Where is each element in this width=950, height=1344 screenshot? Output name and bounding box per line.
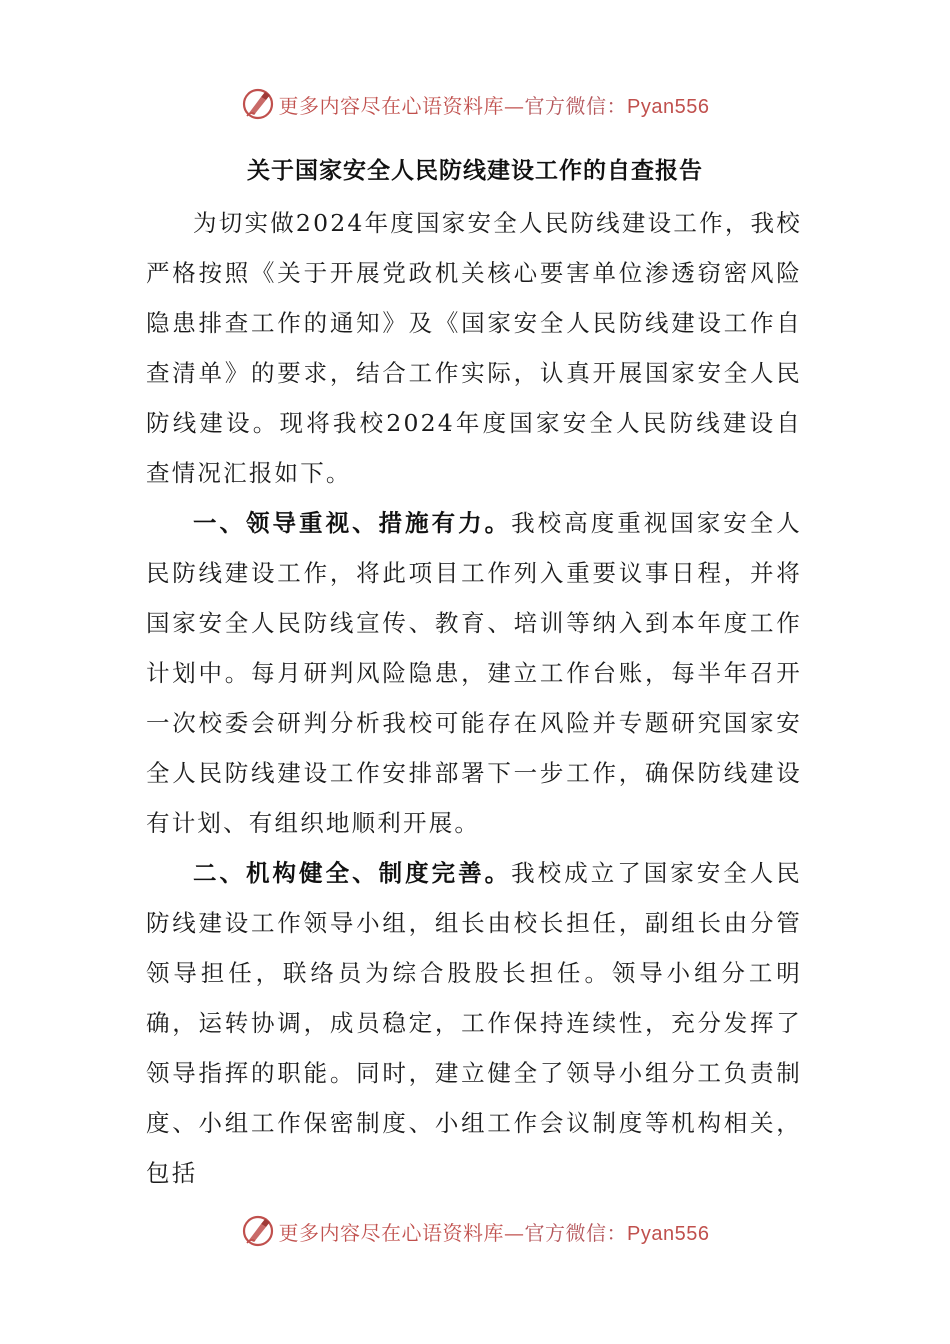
watermark-separator: — <box>504 93 525 118</box>
watermark-contact-label: 官方微信： <box>524 1220 628 1245</box>
watermark-wechat-id: Pyan556 <box>627 1222 710 1245</box>
document-title: 关于国家安全人民防线建设工作的自查报告 <box>247 158 703 184</box>
header-watermark <box>0 84 950 124</box>
section-paragraph-1 <box>146 498 802 848</box>
section-paragraph-2 <box>146 848 802 1198</box>
watermark-text <box>279 1217 710 1246</box>
section-body-2: 我校成立了国家安全人民防线建设工作领导小组，组长由校长担任，副组长由分管领导担任，联络员为综合股股长担任。领导小组分工明确，运转协调，成员稳定，工作保持连续性，充分发挥了领导指挥的职能。同时，建立健全了领导小组分工负责制度、小组工作保密制度、小组工作会议制度等机构相关，包括 <box>146 859 803 1187</box>
watermark-brand: 更多内容尽在心语资料库 <box>278 93 505 118</box>
document-body <box>146 198 802 1198</box>
section-heading-1: 一、领导重视、措施有力。 <box>193 509 512 537</box>
section-body-1: 我校高度重视国家安全人民防线建设工作，将此项目工作列入重要议事日程，并将国家安全人民防线宣传、教育、培训等纳入到本年度工作计划中。每月研判风险隐患，建立工作台账，每半年召开一次校委会研判分析我校可能存在风险并专题研究国家安全人民防线建设工作安排部署下一步工作，确保防线建设有计划、有组织地顺利开展。 <box>146 509 803 837</box>
footer-watermark <box>0 1211 950 1251</box>
fountain-pen-logo-icon <box>241 1214 275 1248</box>
watermark-text <box>279 90 710 119</box>
watermark-brand: 更多内容尽在心语资料库 <box>278 1220 505 1245</box>
intro-paragraph: 为切实做2024年度国家安全人民防线建设工作，我校严格按照《关于开展党政机关核心要害单位渗透窃密风险隐患排查工作的通知》及《国家安全人民防线建设工作自查清单》的要求，结合工作实际，认真开展国家安全人民防线建设。现将我校2024年度国家安全人民防线建设自查情况汇报如下。 <box>146 209 802 487</box>
section-heading-2: 二、机构健全、制度完善。 <box>193 859 512 887</box>
watermark-wechat-id: Pyan556 <box>627 95 710 118</box>
watermark-contact-label: 官方微信： <box>524 93 628 118</box>
watermark-separator: — <box>504 1220 525 1245</box>
fountain-pen-logo-icon <box>241 87 275 121</box>
